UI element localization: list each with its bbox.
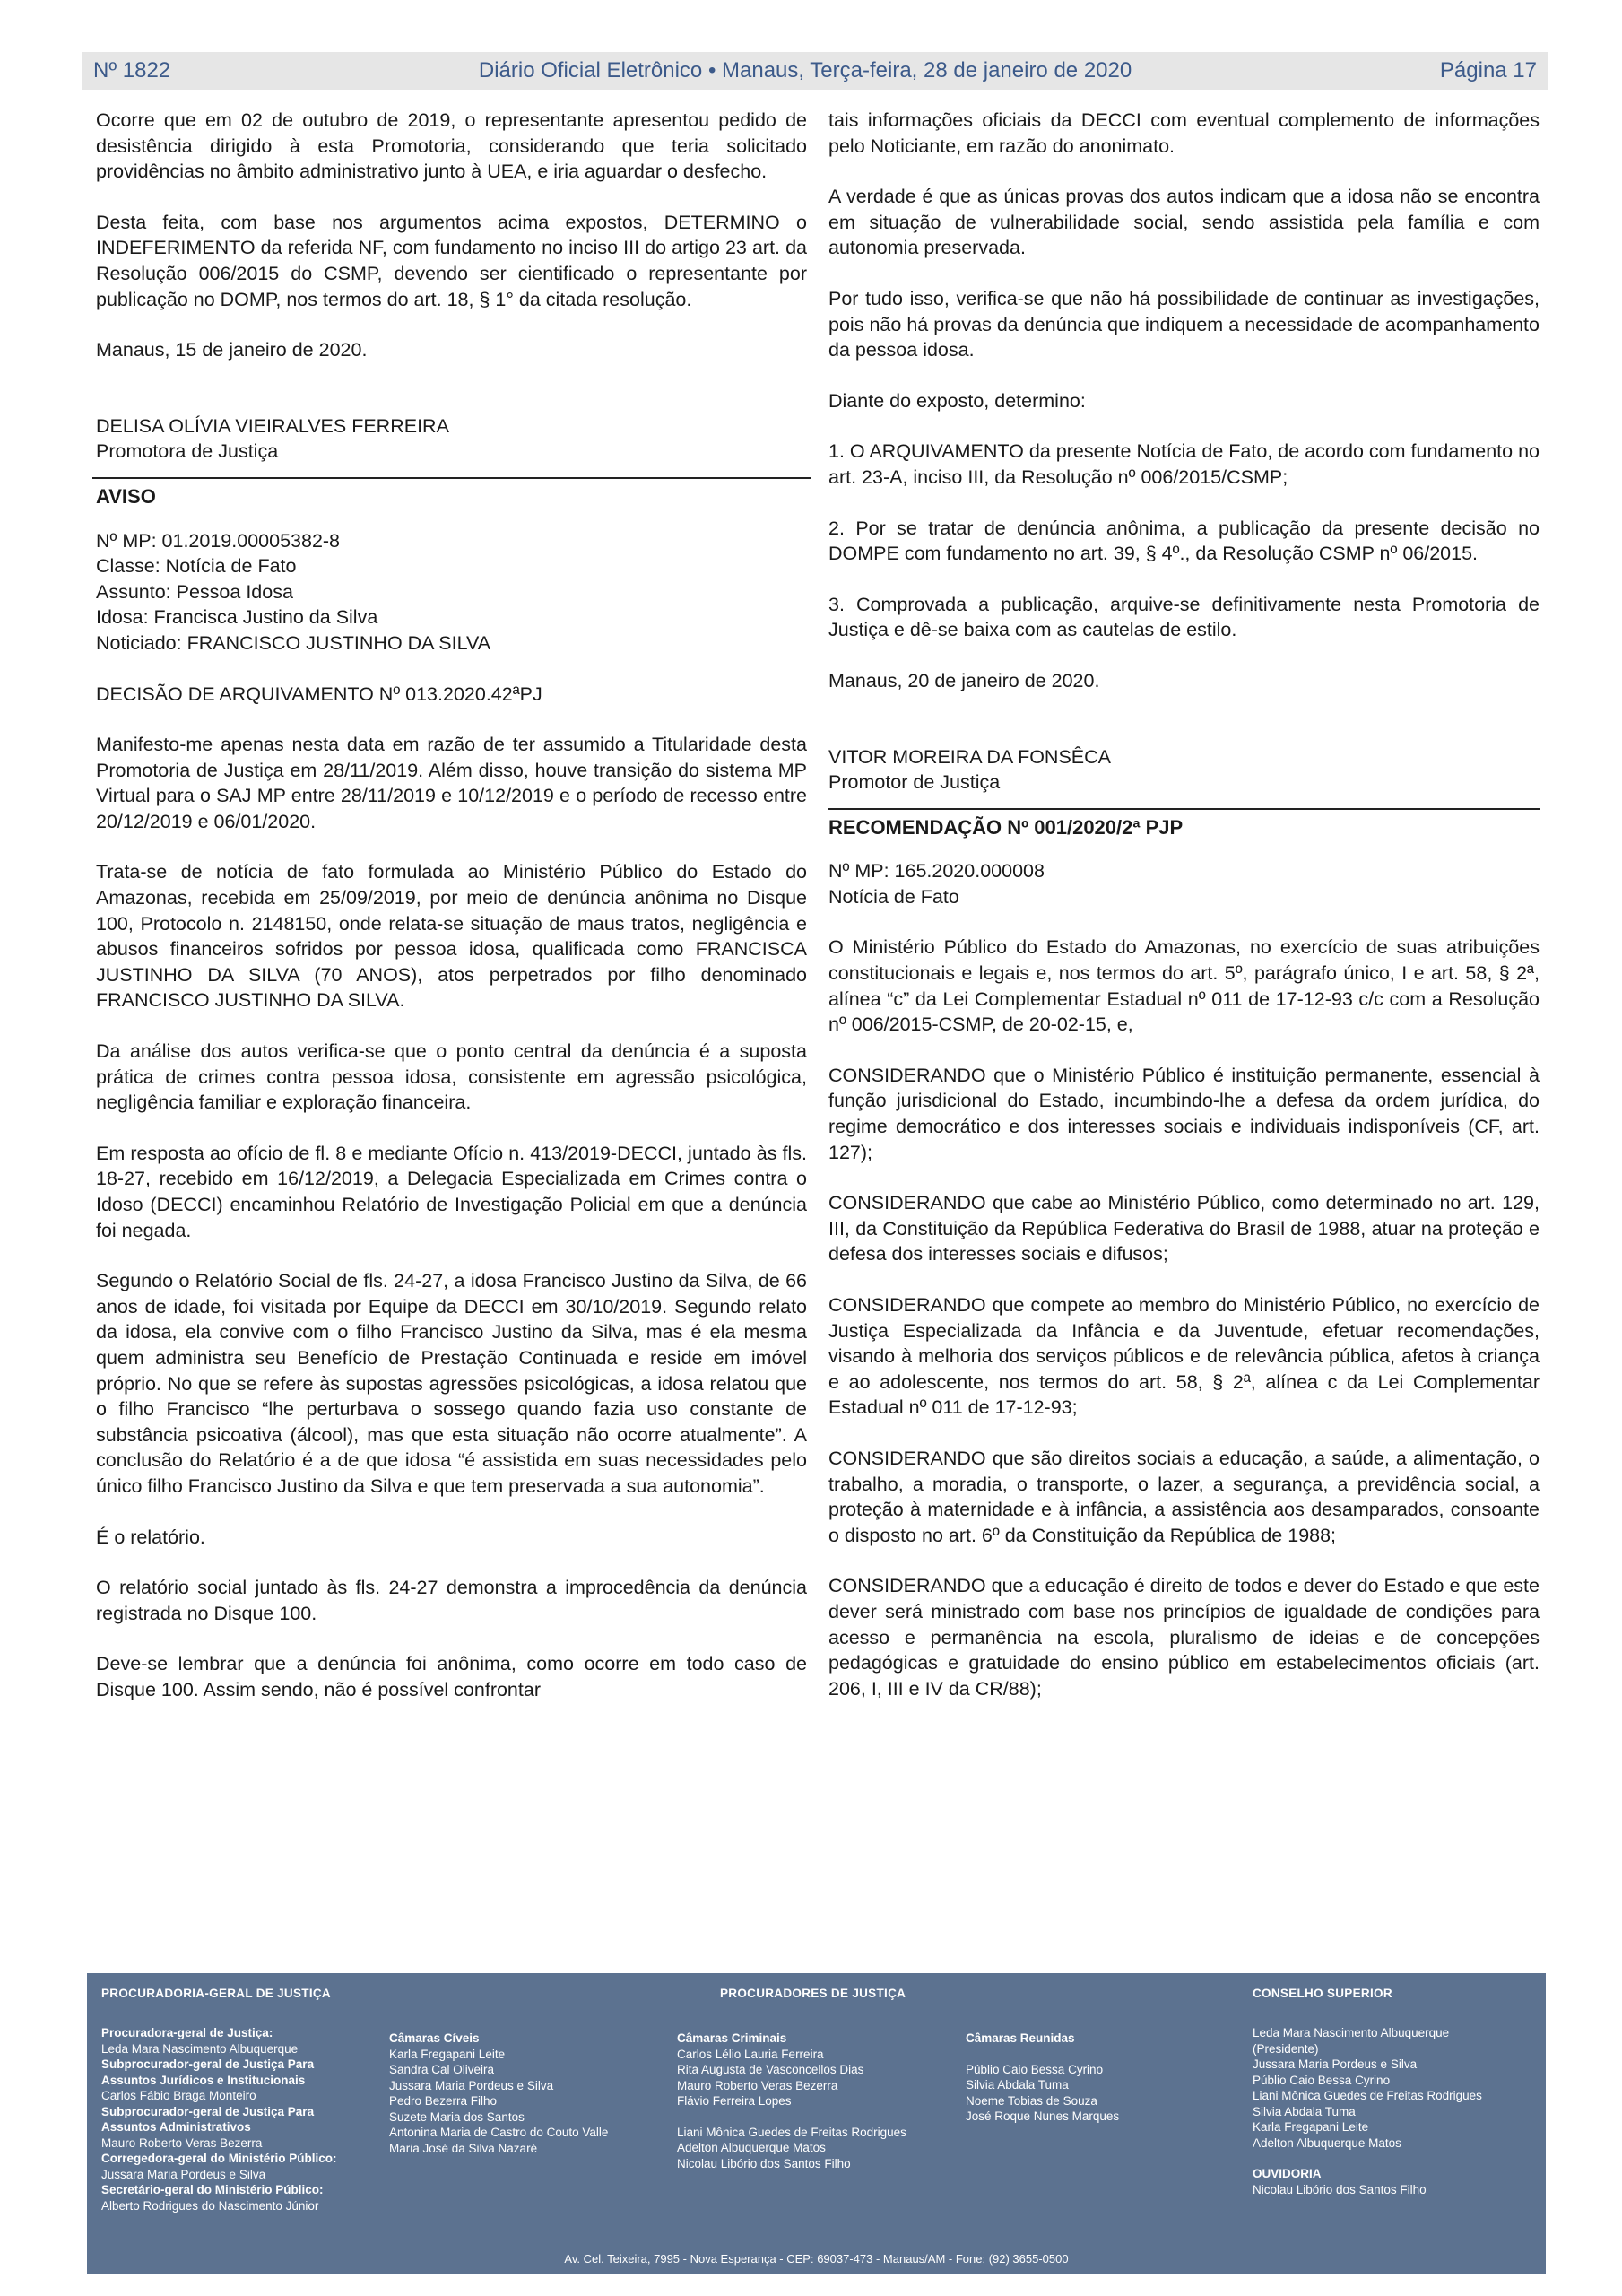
footer-title-pj: PROCURADORES DE JUSTIÇA	[720, 1987, 906, 2000]
section-divider	[828, 808, 1540, 810]
signature-role: Promotor de Justiça	[828, 771, 1001, 794]
paragraph: O relatório social juntado às fls. 24-27 demonstra a improcedência da denúncia registrada no Disque 100.	[96, 1577, 807, 1624]
footer-list-item: Rita Augusta de Vasconcellos Dias	[677, 2063, 864, 2076]
paragraph: Por tudo isso, verifica-se que não há possibilidade de continuar as investigações, pois não há provas da denúncia que indiquem a necessidade de acompanhamento da pessoa idosa.	[828, 287, 1540, 361]
footer-list-item: (Presidente)	[1253, 2041, 1319, 2056]
page-header	[82, 52, 1548, 90]
left-column	[96, 108, 807, 1728]
footer-list-item: Carlos Fábio Braga Monteiro	[101, 2089, 256, 2102]
paragraph: A verdade é que as únicas provas dos autos indicam que a idosa não se encontra em situação de vulnerabilidade social, sendo assistida pela família e com autonomia preservada.	[828, 186, 1540, 259]
section-title: AVISO	[96, 484, 156, 508]
paragraph: O Ministério Público do Estado do Amazonas, no exercício de suas atribuições constitucionais e legais e, nos termos do art. 5º, parágrafo único, I e art. 58, § 2ª, alínea “c” da Lei Complementar Estadual nº 011 de 17-12-93 c/c com a Resolução nº 006/2015-CSMP, de 20-02-15, e,	[828, 936, 1540, 1036]
camaras-civeis	[389, 2031, 608, 2156]
footer-list-item: Públio Caio Bessa Cyrino	[1253, 2073, 1391, 2087]
footer-list-item: Suzete Maria dos Santos	[389, 2109, 525, 2124]
footer-list-item: Sandra Cal Oliveira	[389, 2063, 495, 2076]
footer-list-item: Subprocurador-geral de Justiça Para	[101, 2104, 315, 2118]
footer-list-item: Silvia Abdala Tuma	[1253, 2104, 1356, 2118]
footer-list-item: Assuntos Jurídicos e Institucionais	[101, 2073, 306, 2087]
paragraph: Desta feita, com base nos argumentos acima expostos, DETERMINO o INDEFERIMENTO da referida NF, com fundamento no inciso III do artigo 23 art. da Resolução 006/2015 do CSMP, devendo ser cientificado o representante por publicação no DOMP, nos termos do art. 18, § 1° da citada resolução.	[96, 211, 807, 310]
camaras-reunidas	[966, 2031, 1119, 2125]
issue-number: Nº 1822	[93, 58, 171, 83]
signature-name: VITOR MOREIRA DA FONSÊCA	[828, 745, 1111, 768]
paragraph: Da análise dos autos verifica-se que o ponto central da denúncia é a suposta prática de crimes contra pessoa idosa, consistente em agressão psicológica, negligência familiar e exploração financeira.	[96, 1040, 807, 1114]
paragraph: CONSIDERANDO que são direitos sociais a educação, a saúde, a alimentação, o trabalho, a moradia, o transporte, o lazer, a segurança, a previdência social, a proteção à maternidade e à infância, a assistência aos desamparados, consoante o disposto no art. 6º da Constituição da República de 1988;	[828, 1447, 1540, 1546]
footer-list-item: Karla Fregapani Leite	[1253, 2120, 1369, 2134]
list-item: 3. Comprovada a publicação, arquive-se definitivamente nesta Promotoria de Justiça e dê-se baixa com as cautelas de estilo.	[828, 593, 1540, 641]
footer-address: Av. Cel. Teixeira, 7995 - Nova Esperança - CEP: 69037-473 - Manaus/AM - Fone: (92) 3655-0500	[564, 2252, 1069, 2266]
footer-list-item: Flávio Ferreira Lopes	[677, 2094, 792, 2108]
footer-list-item: Secretário-geral do Ministério Público:	[101, 2183, 324, 2196]
footer-list-item: Corregedora-geral do Ministério Público:	[101, 2152, 337, 2165]
camaras-criminais	[677, 2031, 906, 2171]
signature-role: Promotora de Justiça	[96, 440, 279, 463]
signature-name: DELISA OLÍVIA VIEIRALVES FERREIRA	[96, 414, 449, 437]
paragraph: CONSIDERANDO que a educação é direito de todos e dever do Estado e que este dever será ministrado com base nos princípios de igualdade de condições para acesso e permanência na escola, pluralismo de ideias e de concepções pedagógicas e gratuidade do ensino público em estabelecimentos oficiais (art. 206, I, III e IV da CR/88);	[828, 1575, 1540, 1700]
footer-list-item: Adelton Albuquerque Matos	[677, 2141, 826, 2154]
section-title: RECOMENDAÇÃO Nº 001/2020/2ª PJP	[828, 815, 1184, 839]
paragraph: CONSIDERANDO que o Ministério Público é instituição permanente, essencial à função jurisdicional do Estado, incumbindo-lhe a defesa da ordem jurídica, do regime democrático e dos interesses sociais e individuais indisponíveis (CF, art. 127);	[828, 1064, 1540, 1163]
case-metadata: Nº MP: 165.2020.000008 Notícia de Fato	[828, 860, 1045, 908]
decision-heading: DECISÃO DE ARQUIVAMENTO Nº 013.2020.42ªPJ	[96, 683, 542, 705]
footer-title-cs: CONSELHO SUPERIOR	[1253, 1987, 1392, 2000]
paragraph: Diante do exposto, determino:	[828, 389, 1086, 412]
case-metadata: Nº MP: 01.2019.00005382-8 Classe: Notícia de Fato Assunto: Pessoa Idosa Idosa: Francisca Justino da Silva Noticiado: FRANCISCO JUSTINHO DA SILVA	[96, 529, 491, 654]
paragraph: CONSIDERANDO que cabe ao Ministério Público, como determinado no art. 129, III, da Constituição da República Federativa do Brasil de 1988, atuar na proteção e defesa dos interesses sociais e difusos;	[828, 1192, 1540, 1265]
footer-title-pgj: PROCURADORIA-GERAL DE JUSTIÇA	[101, 1987, 331, 2000]
paragraph: CONSIDERANDO que compete ao membro do Ministério Público, no exercício de Justiça Especializada da Infância e da Juventude, efetuar recomendações, visando à melhoria dos serviços públicos e de relevância pública, afetos à criança e ao adolescente, nos termos do art. 58, § 2ª, alínea c da Lei Complementar Estadual nº 011 de 17-12-93;	[828, 1294, 1540, 1419]
footer-list-item: José Roque Nunes Marques	[966, 2109, 1120, 2123]
ouvidoria-title: OUVIDORIA	[1253, 2167, 1322, 2180]
footer-list-item: Pedro Bezerra Filho	[389, 2094, 498, 2108]
paragraph: Segundo o Relatório Social de fls. 24-27, a idosa Francisco Justino da Silva, de 66 anos de idade, foi visitada por Equipe da DECCI em 30/10/2019. Segundo relato da idosa, ela convive com o filho Francisco Justino da Silva, mas é ela mesma quem administra seu Benefício de Prestação Continuada e reside em imóvel próprio. No que se refere às supostas agressões psicológicas, a idosa relatou que o filho Francisco “lhe perturbava o sossego quando fazia uso constante de substância psicoativa (álcool), mas que esta situação não ocorre atualmente”. A conclusão do Relatório é a de que idosa “é assistida em suas necessidades pelo único filho Francisco Justino da Silva e que tem preservada a sua autonomia”.	[96, 1270, 807, 1497]
footer-list-item: Antonina Maria de Castro do Couto Valle	[389, 2126, 609, 2139]
footer-list-item: Mauro Roberto Veras Bezerra	[101, 2135, 263, 2150]
footer-list-item: Procuradora-geral de Justiça:	[101, 2026, 273, 2039]
footer-list-item: Leda Mara Nascimento Albuquerque	[1253, 2026, 1450, 2039]
footer-list-item: Assuntos Administrativos	[101, 2120, 251, 2134]
section-divider	[92, 477, 811, 479]
footer-list-item: Jussara Maria Pordeus e Silva	[101, 2167, 266, 2181]
pgj-list	[101, 2025, 337, 2213]
page-footer	[87, 1973, 1546, 2274]
footer-list-item: Subprocurador-geral de Justiça Para	[101, 2057, 315, 2071]
footer-list-item: Liani Mônica Guedes de Freitas Rodrigues	[677, 2125, 906, 2139]
paragraph: Manifesto-me apenas nesta data em razão de ter assumido a Titularidade desta Promotoria de Justiça em 28/11/2019. Além disso, houve transição do sistema MP Virtual para o SAJ MP entre 28/11/2019 e 10/12/2019 e o período de recesso entre 20/12/2019 e 06/01/2020.	[96, 734, 807, 832]
footer-list-item: Noeme Tobias de Souza	[966, 2093, 1097, 2108]
footer-list-item: Liani Mônica Guedes de Freitas Rodrigues	[1253, 2089, 1482, 2102]
list-item: 2. Por se tratar de denúncia anônima, a publicação da presente decisão no DOMPE com fundamento no art. 39, § 4º., da Resolução CSMP nº 06/2015.	[828, 517, 1540, 565]
footer-list-item: Alberto Rodrigues do Nascimento Júnior	[101, 2198, 319, 2213]
date-line: Manaus, 15 de janeiro de 2020.	[96, 339, 368, 361]
camaras-reunidas-title: Câmaras Reunidas	[966, 2031, 1075, 2045]
paragraph: Em resposta ao ofício de fl. 8 e mediante Ofício n. 413/2019-DECCI, juntado às fls. 18-27, recebido em 16/12/2019, a Delegacia Especializada em Crimes contra o Idoso (DECCI) encaminhou Relatório de Investigação Policial em que a denúncia foi negada.	[96, 1142, 807, 1241]
page-number: Página 17	[1439, 58, 1537, 83]
footer-list-item: Nicolau Libório dos Santos Filho	[677, 2156, 851, 2170]
footer-list-item: Silvia Abdala Tuma	[966, 2078, 1069, 2092]
header-title: Diário Oficial Eletrônico • Manaus, Terça-feira, 28 de janeiro de 2020	[478, 58, 1132, 83]
date-line: Manaus, 20 de janeiro de 2020.	[828, 669, 1100, 691]
ouvidoria-name: Nicolau Libório dos Santos Filho	[1253, 2182, 1427, 2196]
footer-list-item: Jussara Maria Pordeus e Silva	[1253, 2057, 1418, 2071]
footer-list-item: Adelton Albuquerque Matos	[1253, 2135, 1401, 2150]
paragraph: Deve-se lembrar que a denúncia foi anônima, como ocorre em todo caso de Disque 100. Assim sendo, não é possível confrontar	[96, 1653, 807, 1700]
footer-list-item: Maria José da Silva Nazaré	[389, 2141, 538, 2155]
right-column	[828, 108, 1540, 1726]
paragraph: tais informações oficiais da DECCI com eventual complemento de informações pelo Noticiante, em razão do anonimato.	[828, 109, 1540, 157]
footer-list-item: Jussara Maria Pordeus e Silva	[389, 2078, 554, 2092]
paragraph: É o relatório.	[96, 1526, 205, 1548]
paragraph: Trata-se de notícia de fato formulada ao Ministério Público do Estado do Amazonas, recebida em 25/09/2019, por meio de denúncia anônima no Disque 100, Protocolo n. 2148150, onde relata-se situação de maus tratos, negligência e abusos financeiros sofridos por pessoa idosa, qualificada como FRANCISCA JUSTINHO DA SILVA (70 ANOS), atos perpetrados por filho denominado FRANCISCO JUSTINHO DA SILVA.	[96, 861, 807, 1012]
list-item: 1. O ARQUIVAMENTO da presente Notícia de Fato, de acordo com fundamento no art. 23-A, inciso III, da Resolução nº 006/2015/CSMP;	[828, 440, 1540, 488]
camaras-civeis-title: Câmaras Cíveis	[389, 2031, 480, 2045]
footer-list-item: Públio Caio Bessa Cyrino	[966, 2062, 1104, 2076]
conselho-superior	[1253, 2025, 1482, 2197]
footer-list-item: Mauro Roberto Veras Bezerra	[677, 2078, 838, 2092]
footer-list-item: Karla Fregapani Leite	[389, 2047, 506, 2061]
paragraph: Ocorre que em 02 de outubro de 2019, o representante apresentou pedido de desistência dirigido à esta Promotoria, considerando que teria solicitado providências no âmbito administrativo junto à UEA, e iria aguardar o desfecho.	[96, 109, 807, 183]
footer-list-item: Leda Mara Nascimento Albuquerque	[101, 2041, 299, 2056]
camaras-criminais-title: Câmaras Criminais	[677, 2031, 787, 2045]
footer-list-item: Carlos Lélio Lauria Ferreira	[677, 2047, 824, 2061]
